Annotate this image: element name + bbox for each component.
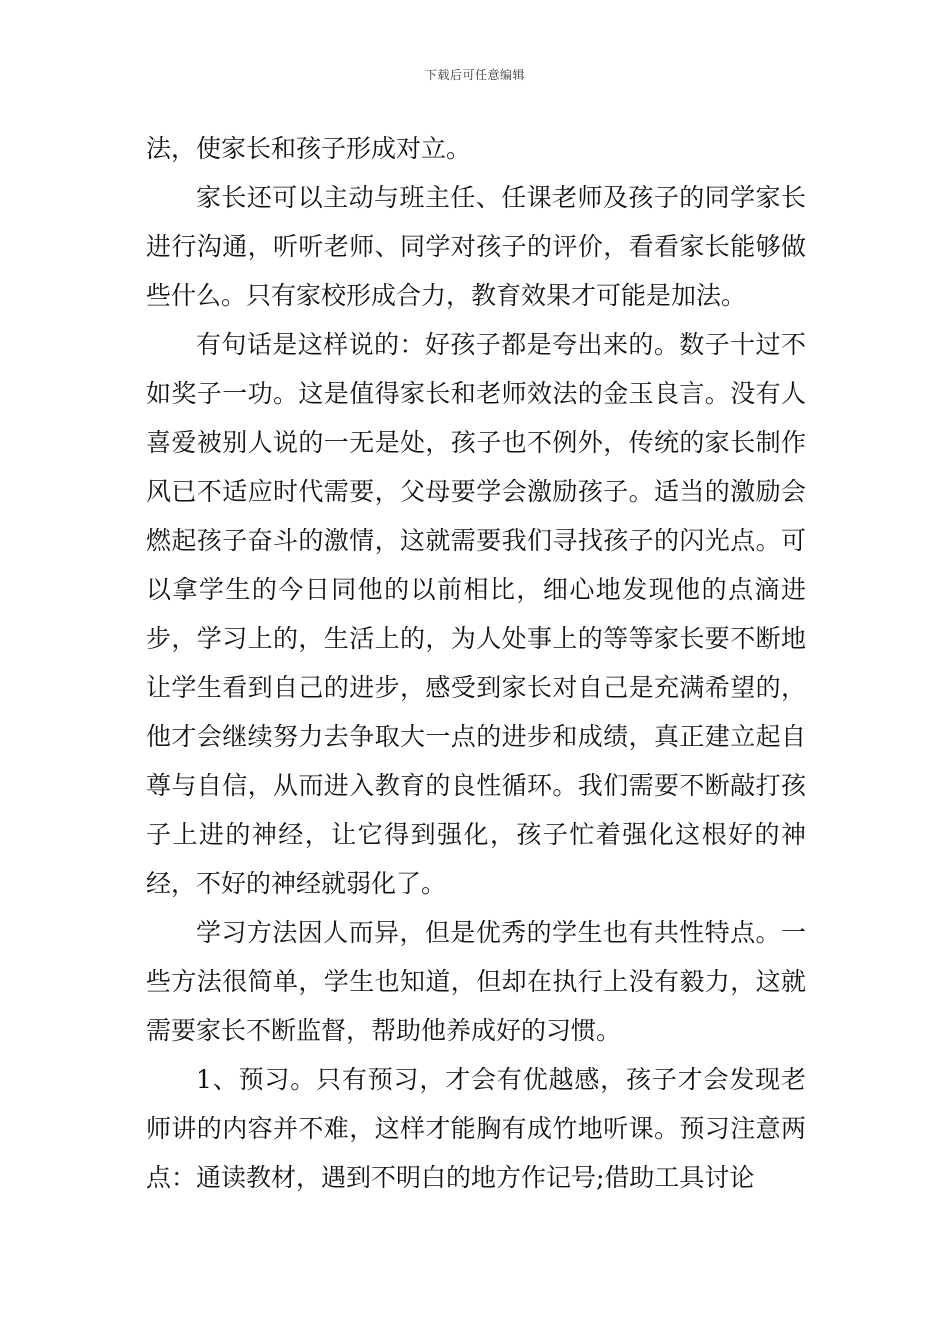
page-header: 下载后可任意编辑 — [424, 68, 525, 82]
document-body — [146, 124, 806, 1202]
paragraph-5: 1、预习。只有预习，才会有优越感，孩子才会发现老师讲的内容并不难，这样才能胸有成竹地听课。预习注意两点：通读教材，遇到不明白的地方作记号;借助工具讨论 — [146, 1065, 806, 1192]
paragraph-3: 有句话是这样说的：好孩子都是夸出来的。数子十过不如奖子一功。这是值得家长和老师效法的金玉良言。没有人喜爱被别人说的一无是处，孩子也不例外，传统的家长制作风已不适应时代需要，父母要学会激励孩子。适当的激励会燃起孩子奋斗的激情，这就需要我们寻找孩子的闪光点。可以拿学生的今日同他的以前相比，细心地发现他的点滴进步，学习上的，生活上的，为人处事上的等等家长要不断地让学生看到自己的进步，感受到家长对自己是充满希望的，他才会继续努力去争取大一点的进步和成绩，真正建立起自尊与自信，从而进入教育的良性循环。我们需要不断敲打孩子上进的神经，让它得到强化，孩子忙着强化这根好的神经，不好的神经就弱化了。 — [146, 330, 806, 898]
paragraph-2: 家长还可以主动与班主任、任课老师及孩子的同学家长进行沟通，听听老师、同学对孩子的评价，看看家长能够做些什么。只有家校形成合力，教育效果才可能是加法。 — [146, 183, 806, 310]
paragraph-1: 法，使家长和孩子形成对立。 — [146, 134, 472, 163]
paragraph-4: 学习方法因人而异，但是优秀的学生也有共性特点。一些方法很简单，学生也知道，但却在执行上没有毅力，这就需要家长不断监督，帮助他养成好的习惯。 — [146, 918, 806, 1045]
